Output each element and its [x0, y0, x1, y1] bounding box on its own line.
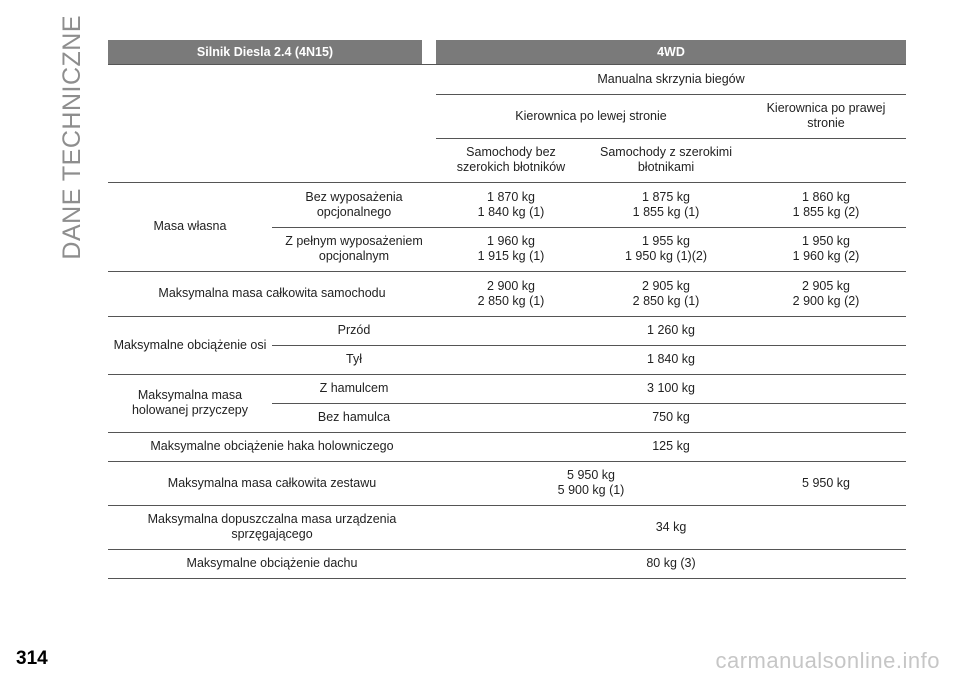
header-engine: Silnik Diesla 2.4 (4N15): [108, 40, 422, 64]
row-label-gcw: Maksymalna masa całkowita zestawu: [167, 475, 377, 490]
value-coupling-device: 34 kg: [655, 519, 687, 534]
row-sublabel-front-axle: Przód: [337, 323, 371, 337]
value-trailer-braked: 3 100 kg: [647, 381, 695, 395]
row-label-trailer-mass: Maksymalna masa holowanej przyczepy: [131, 388, 249, 417]
row-label-hitch-load: Maksymalne obciążenie haka holowniczego: [150, 439, 394, 453]
value-curb-full-narrow: 1 960 kg 1 915 kg (1): [477, 234, 545, 263]
subheader-right-hand-drive: Kierownica po prawej stronie: [766, 101, 886, 130]
row-label-coupling-device: Maksymalna dopuszczalna masa urządzenia sprzęgającego: [147, 512, 397, 541]
section-side-title: [52, 15, 92, 260]
value-curb-full-wide: 1 955 kg 1 950 kg (1)(2): [625, 234, 707, 263]
value-roof-load: 80 kg (3): [646, 556, 696, 570]
value-curb-basic-rhd: 1 860 kg 1 855 kg (2): [792, 189, 860, 219]
page-number: 314: [16, 648, 48, 669]
value-gcw-lhd: 5 950 kg 5 900 kg (1): [557, 468, 625, 497]
row-label-axle-load: Maksymalne obciążenie osi: [113, 337, 267, 352]
subheader-wide-fenders: Samochody z szerokimi błotnikami: [600, 145, 732, 174]
value-curb-basic-narrow: 1 870 kg 1 840 kg (1): [477, 189, 545, 219]
value-curb-basic-wide: 1 875 kg 1 855 kg (1): [632, 189, 700, 219]
value-hitch-load: 125 kg: [652, 439, 690, 453]
section-side-title-text: DANE TECHNICZNE: [57, 15, 86, 260]
row-label-curb-weight: Masa własna: [153, 219, 227, 233]
subheader-left-hand-drive: Kierownica po lewej stronie: [515, 108, 667, 123]
value-gcw-rhd: 5 950 kg: [802, 475, 850, 490]
value-rear-axle: 1 840 kg: [647, 352, 695, 366]
row-sublabel-full-equipment: Z pełnym wyposażeniem opcjonalnym: [285, 234, 423, 263]
value-gvw-wide: 2 905 kg 2 850 kg (1): [632, 278, 700, 308]
row-sublabel-unbraked: Bez hamulca: [317, 410, 391, 424]
value-gvw-rhd: 2 905 kg 2 900 kg (2): [792, 278, 860, 308]
header-drive: 4WD: [436, 40, 906, 64]
row-sublabel-basic-equipment: Bez wyposażenia opcjonalnego: [305, 189, 403, 219]
row-label-roof-load: Maksymalne obciążenie dachu: [186, 556, 358, 570]
subheader-transmission: Manualna skrzynia biegów: [597, 71, 745, 86]
subheader-narrow-fenders: Samochody bez szerokich błotników: [456, 145, 566, 174]
row-sublabel-rear-axle: Tył: [346, 352, 362, 366]
value-trailer-unbraked: 750 kg: [652, 410, 690, 424]
row-sublabel-braked: Z hamulcem: [319, 381, 389, 395]
value-gvw-narrow: 2 900 kg 2 850 kg (1): [477, 278, 545, 308]
rule-table-end: [108, 578, 906, 579]
row-label-gvw: Maksymalna masa całkowita samochodu: [158, 286, 386, 300]
value-front-axle: 1 260 kg: [647, 323, 695, 337]
watermark: carmanualsonline.info: [715, 648, 940, 673]
value-curb-full-rhd: 1 950 kg 1 960 kg (2): [792, 234, 860, 263]
